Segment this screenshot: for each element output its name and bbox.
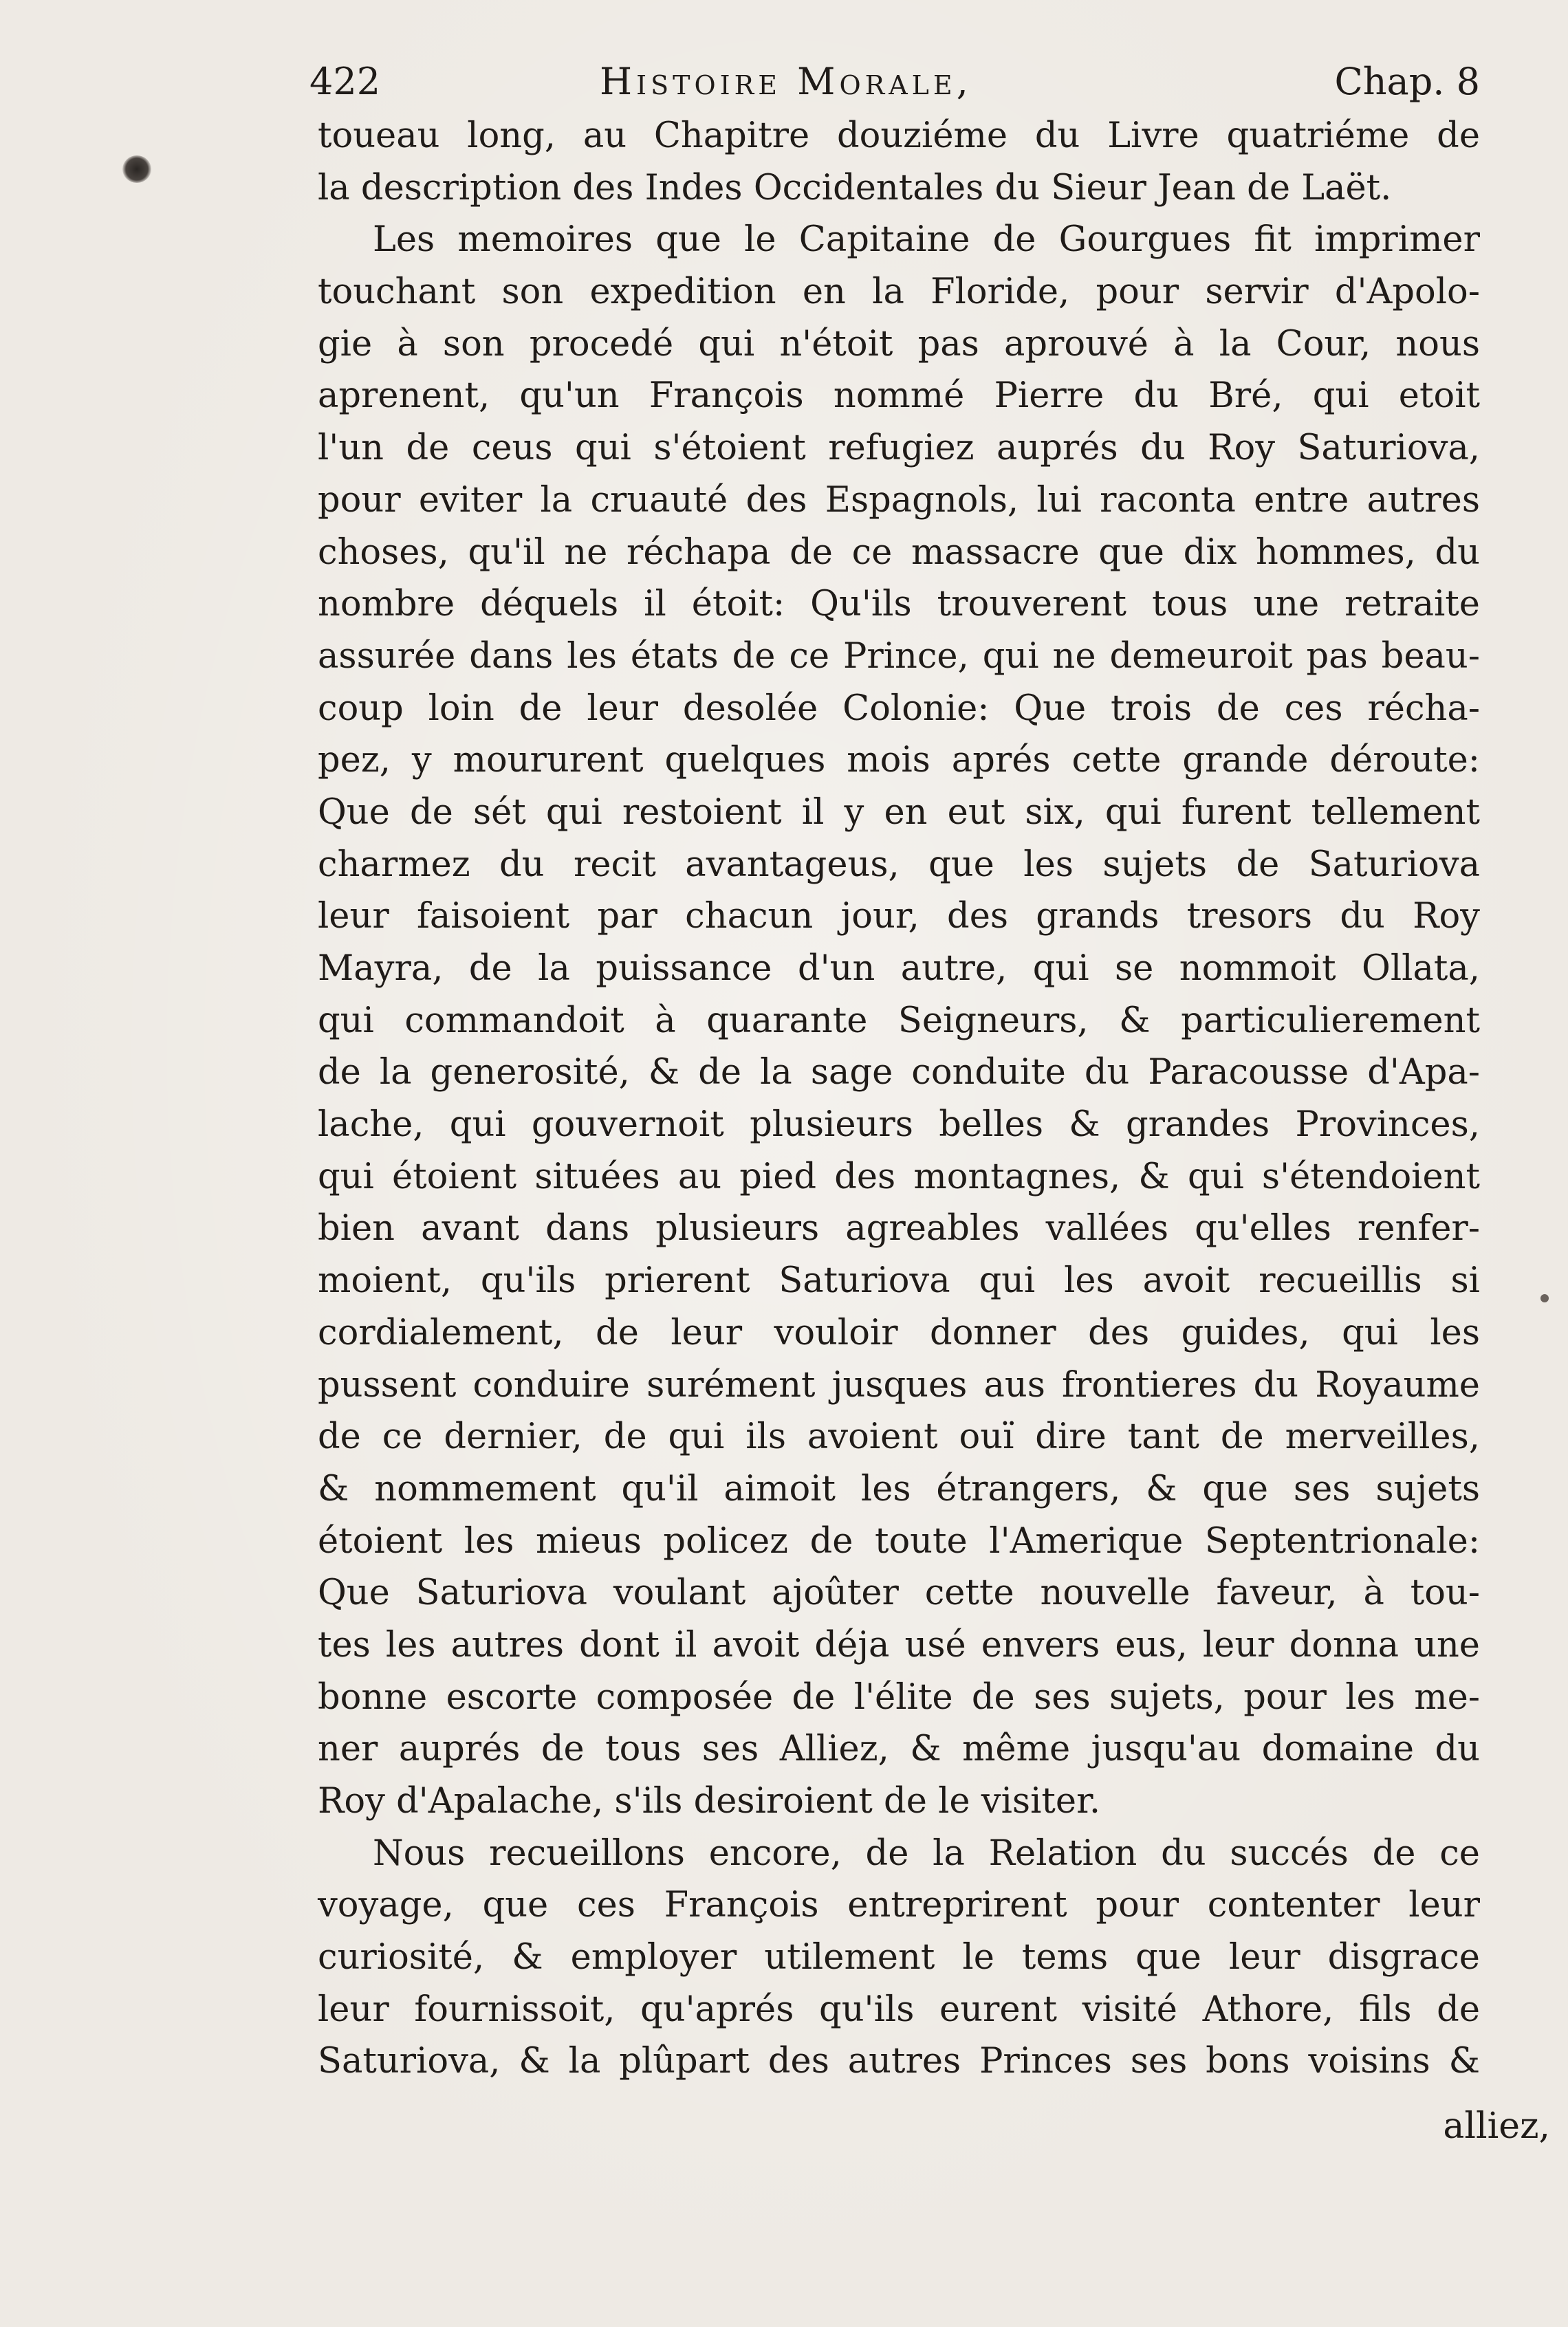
- text-line: ner auprés de tous ses Alliez, & même jusqu'au domaine du: [318, 1729, 1480, 1770]
- text-line: assurée dans les états de ce Prince, qui ne demeuroit pas beau-: [318, 635, 1480, 677]
- text-line: coup loin de leur desolée Colonie: Que trois de ces récha-: [318, 688, 1480, 729]
- text-line: pussent conduire surément jusques aus frontieres du Royaume: [318, 1364, 1480, 1406]
- running-title: Histoire Morale,: [600, 60, 972, 103]
- text-line: tes les autres dont il avoit déja usé envers eus, leur donna une: [318, 1624, 1480, 1665]
- text-line: Les memoires que le Capitaine de Gourgues fit imprimer: [373, 219, 1480, 261]
- text-line: voyage, que ces François entreprirent pour contenter leur: [318, 1885, 1480, 1926]
- text-line: Nous recueillons encore, de la Relation du succés de ce: [373, 1833, 1480, 1874]
- page-text-block: [309, 54, 1480, 2088]
- text-line: la description des Indes Occidentales du Sieur Jean de Laët.: [318, 167, 1392, 208]
- text-line: qui commandoit à quarante Seigneurs, & particulierement: [318, 1000, 1480, 1041]
- text-line: curiosité, & employer utilement le tems que leur disgrace: [318, 1937, 1480, 1978]
- text-line: Que de sét qui restoient il y en eut six, qui furent tellement: [318, 791, 1480, 833]
- text-line: de ce dernier, de qui ils avoient ouï dire tant de merveilles,: [318, 1417, 1480, 1458]
- ink-speck: [1540, 1294, 1549, 1302]
- text-line: choses, qu'il ne réchapa de ce massacre que dix hommes, du: [318, 532, 1480, 573]
- text-line: Saturiova, & la plûpart des autres Princes ses bons voisins &: [318, 2041, 1480, 2082]
- chapter-label: Chap. 8: [1334, 60, 1480, 103]
- text-line: leur faisoient par chacun jour, des grands tresors du Roy: [318, 896, 1480, 937]
- text-line: & nommement qu'il aimoit les étrangers, & que ses sujets: [318, 1468, 1480, 1509]
- text-line: de la generosité, & de la sage conduite du Paracousse d'Apa-: [318, 1052, 1480, 1093]
- text-line: moient, qu'ils prierent Saturiova qui les avoit recueillis si: [318, 1260, 1480, 1302]
- text-line: Roy d'Apalache, s'ils desiroient de le visiter.: [318, 1781, 1101, 1822]
- text-line: pez, y moururent quelques mois aprés cette grande déroute:: [318, 740, 1480, 781]
- running-header: [309, 54, 1480, 110]
- catchword: alliez,: [1443, 2106, 1550, 2147]
- ink-spot: [122, 155, 151, 183]
- text-line: cordialement, de leur vouloir donner des guides, qui les: [318, 1312, 1480, 1353]
- text-line: pour eviter la cruauté des Espagnols, lui raconta entre autres: [318, 479, 1480, 521]
- text-line: bonne escorte composée de l'élite de ses sujets, pour les me-: [318, 1676, 1480, 1718]
- text-line: l'un de ceus qui s'étoient refugiez auprés du Roy Saturiova,: [318, 428, 1480, 469]
- text-line: Mayra, de la puissance d'un autre, qui se nommoit Ollata,: [318, 948, 1480, 989]
- text-line: charmez du recit avantageus, que les sujets de Saturiova: [318, 844, 1480, 885]
- text-line: leur fournissoit, qu'aprés qu'ils eurent visité Athore, fils de: [318, 1989, 1480, 2030]
- text-line: Que Saturiova voulant ajoûter cette nouvelle faveur, à tou-: [318, 1573, 1480, 1614]
- text-line: étoient les mieus policez de toute l'Amerique Septentrionale:: [318, 1520, 1480, 1562]
- text-line: nombre déquels il étoit: Qu'ils trouverent tous une retraite: [318, 584, 1480, 625]
- text-line: aprenent, qu'un François nommé Pierre du Bré, qui etoit: [318, 375, 1480, 417]
- text-line: qui étoient situées au pied des montagnes, & qui s'étendoient: [318, 1156, 1480, 1197]
- page-number: 422: [309, 60, 381, 103]
- text-line: toueau long, au Chapitre douziéme du Livre quatriéme de: [318, 116, 1480, 156]
- text-line: bien avant dans plusieurs agreables vallées qu'elles renfer-: [318, 1208, 1480, 1249]
- text-line: touchant son expedition en la Floride, pour servir d'Apolo-: [318, 272, 1480, 313]
- text-line: gie à son procedé qui n'étoit pas aprouvé à la Cour, nous: [318, 323, 1480, 364]
- text-line: lache, qui gouvernoit plusieurs belles & grandes Provinces,: [318, 1104, 1480, 1146]
